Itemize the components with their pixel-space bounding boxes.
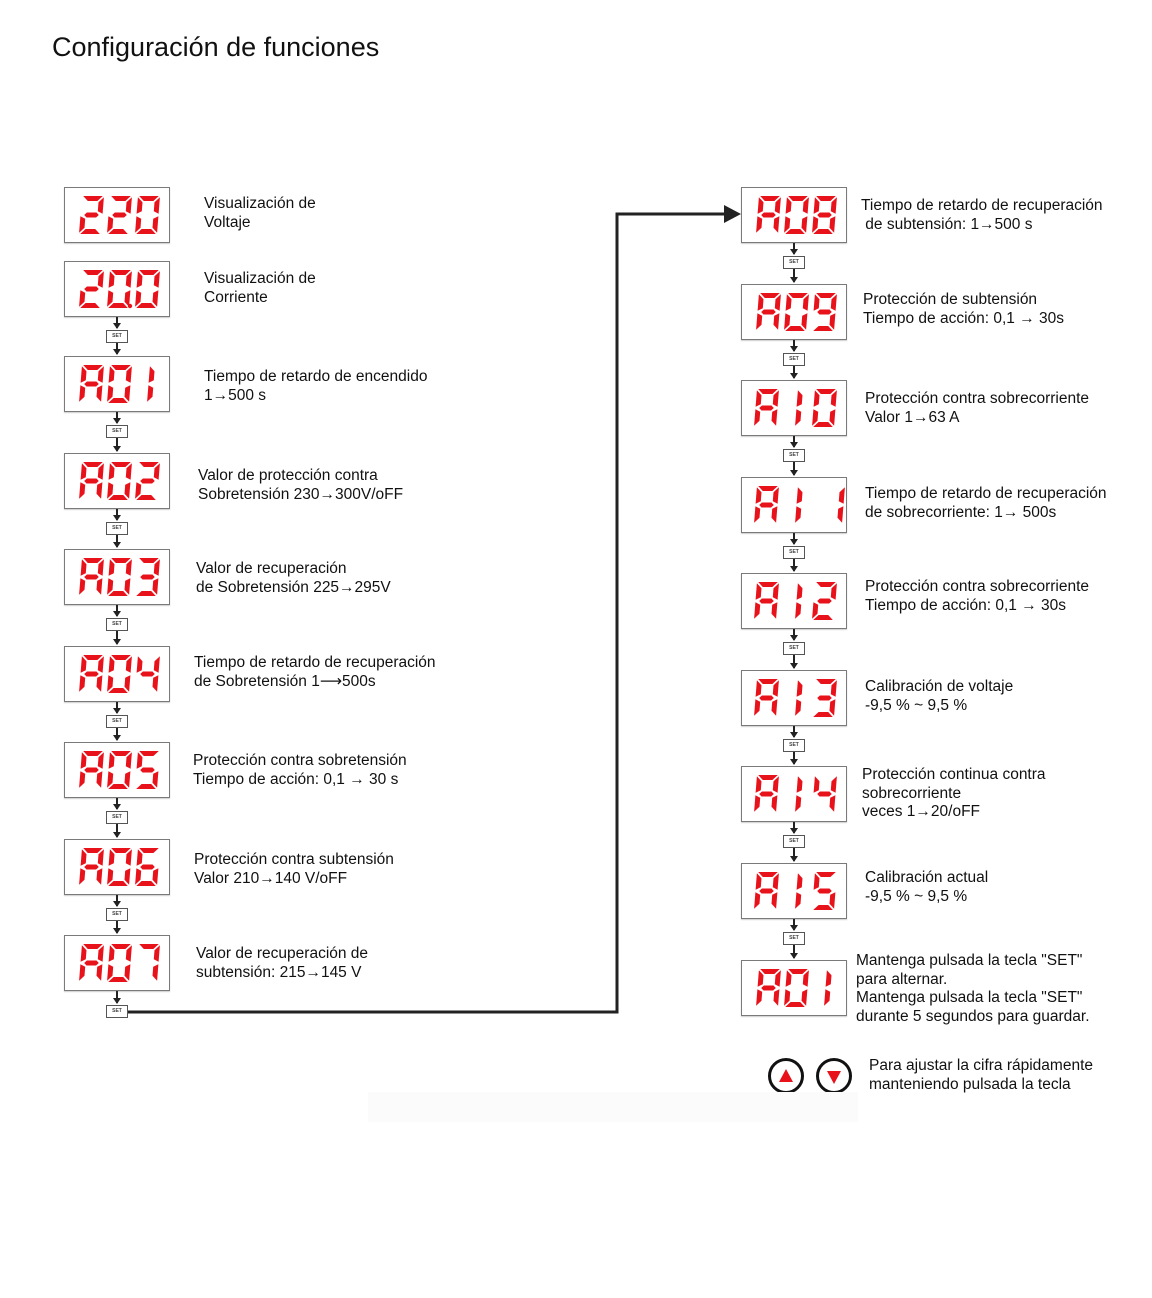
function-description: Valor de protección contra Sobretensión 230→300V/oFF	[198, 467, 404, 503]
function-description: Tiempo de retardo de encendido 1→500 s	[204, 368, 428, 404]
function-description: Mantenga pulsada la tecla "SET" para alternar. Mantenga pulsada la tecla "SET" durante 5 segundos para guardar.	[856, 952, 1090, 1025]
set-key-label: SET	[789, 645, 799, 651]
function-description: Protección contra subtensión Valor 210→140 V/oFF	[194, 851, 394, 887]
set-key-label: SET	[789, 549, 799, 555]
set-key-label: SET	[789, 259, 799, 265]
function-description: Visualización de Voltaje	[204, 195, 316, 231]
set-key-label: SET	[112, 525, 122, 531]
connector-line	[128, 214, 728, 1012]
function-description: Protección de subtensión Tiempo de acción: 0,1 → 30s	[863, 291, 1065, 327]
set-key-label: SET	[112, 911, 122, 917]
function-description: Calibración de voltaje -9,5 % ~ 9,5 %	[865, 678, 1014, 714]
function-description: Calibración actual -9,5 % ~ 9,5 %	[865, 869, 989, 905]
page-title: Configuración de funciones	[52, 32, 380, 62]
function-description: Tiempo de retardo de recuperación de sobrecorriente: 1→ 500s	[865, 485, 1107, 521]
set-key-label: SET	[112, 1008, 122, 1014]
set-key-label: SET	[789, 356, 799, 362]
function-description: Visualización de Corriente	[204, 270, 316, 306]
set-key-label: SET	[112, 428, 122, 434]
set-key-label: SET	[789, 838, 799, 844]
function-description: Valor de recuperación de subtensión: 215→145 V	[196, 945, 369, 981]
function-description: Tiempo de retardo de recuperación de subtensión: 1→500 s	[861, 197, 1103, 233]
function-description: Protección continua contra sobrecorriente veces 1→20/oFF	[862, 766, 1046, 820]
function-description: Protección contra sobrecorriente Valor 1→63 A	[865, 390, 1090, 426]
set-key-label: SET	[112, 718, 122, 724]
down-button[interactable]	[816, 1058, 852, 1094]
set-key-label: SET	[789, 935, 799, 941]
set-key-label: SET	[112, 814, 122, 820]
set-key-label: SET	[112, 621, 122, 627]
buttons-description: Para ajustar la cifra rápidamente manteniendo pulsada la tecla	[869, 1057, 1094, 1093]
set-key-label: SET	[789, 452, 799, 458]
connector-arrowhead	[724, 205, 741, 223]
function-description: Protección contra sobretensión Tiempo de acción: 0,1 → 30 s	[193, 752, 407, 788]
faded-area	[368, 1092, 858, 1122]
set-key-label: SET	[112, 333, 122, 339]
up-button[interactable]	[768, 1058, 804, 1094]
function-description: Protección contra sobrecorriente Tiempo de acción: 0,1 → 30s	[865, 578, 1090, 614]
function-description: Valor de recuperación de Sobretensión 225→295V	[196, 560, 391, 596]
function-description: Tiempo de retardo de recuperación de Sobretensión 1⟶500s	[194, 654, 436, 690]
set-key-label: SET	[789, 742, 799, 748]
